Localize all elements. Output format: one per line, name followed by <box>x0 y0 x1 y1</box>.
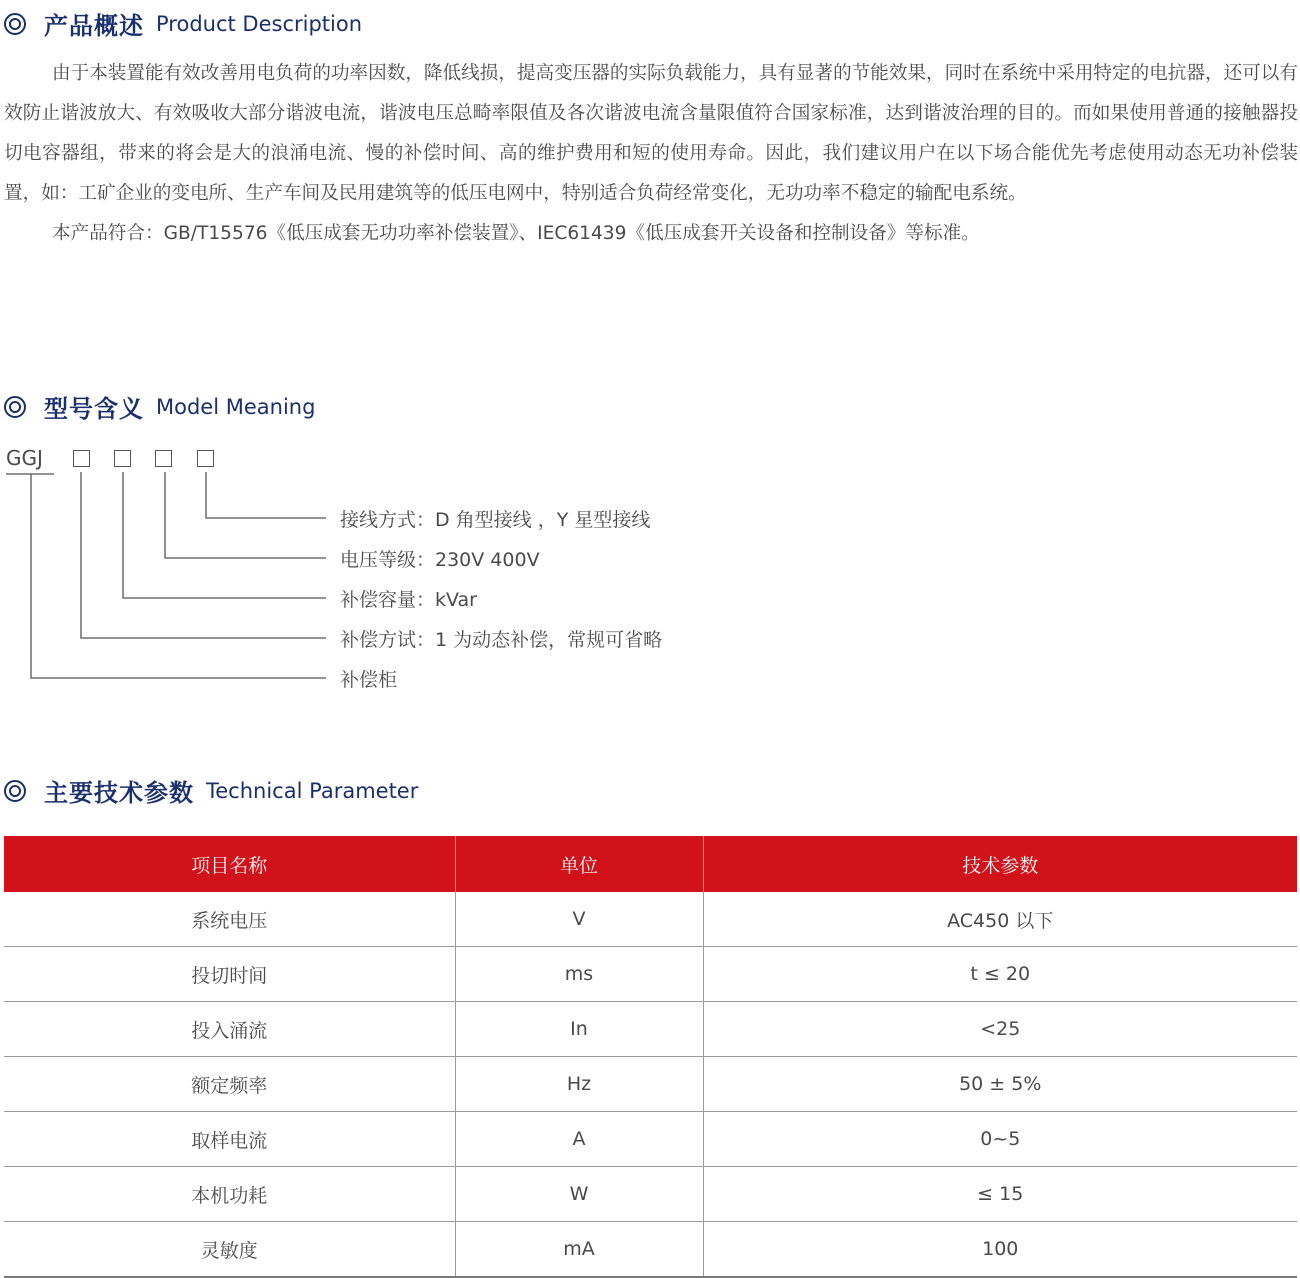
section-title-cn: 型号含义 <box>44 395 144 423</box>
table-row <box>4 1222 1297 1278</box>
double-circle-bullet-icon <box>4 780 26 802</box>
param-value: AC450 以下 <box>703 892 1297 947</box>
param-unit: mA <box>455 1222 703 1278</box>
param-name: 本机功耗 <box>4 1167 455 1222</box>
table-row <box>4 1057 1297 1112</box>
section-title-en: Technical Parameter <box>206 778 419 803</box>
table-row <box>4 1167 1297 1222</box>
connector-line <box>206 472 326 518</box>
column-header-unit: 单位 <box>455 836 703 892</box>
model-code: GGJ <box>6 446 43 470</box>
table-header-row <box>4 836 1297 892</box>
param-unit: V <box>455 892 703 947</box>
param-unit: Hz <box>455 1057 703 1112</box>
param-name: 取样电流 <box>4 1112 455 1167</box>
param-unit: W <box>455 1167 703 1222</box>
section-title-cn: 产品概述 <box>44 12 144 40</box>
technical-parameter-heading <box>4 773 418 808</box>
param-unit: In <box>455 1002 703 1057</box>
connector-line <box>123 472 326 598</box>
section-title-en: Model Meaning <box>156 394 316 419</box>
param-name: 系统电压 <box>4 892 455 947</box>
connector-line <box>165 472 326 558</box>
table-row <box>4 947 1297 1002</box>
param-value: <25 <box>703 1002 1297 1057</box>
legend-cabinet: 补偿柜 <box>340 669 398 691</box>
param-value: ≤ 15 <box>703 1167 1297 1222</box>
legend-wiring-mode: 接线方式：D 角型接线 ，Y 星型接线 <box>340 509 651 531</box>
legend-compensation-mode: 补偿方试：1 为动态补偿，常规可省略 <box>340 629 663 651</box>
param-value: 0~5 <box>703 1112 1297 1167</box>
param-value: 100 <box>703 1222 1297 1278</box>
table-row <box>4 892 1297 947</box>
connector-line <box>81 472 326 638</box>
table-row <box>4 1002 1297 1057</box>
table-row <box>4 1112 1297 1167</box>
param-value: t ≤ 20 <box>703 947 1297 1002</box>
param-name: 投切时间 <box>4 947 455 1002</box>
connector-line <box>31 474 326 678</box>
description-paragraph: 由于本装置能有效改善用电负荷的功率因数，降低线损，提高变压器的实际负载能力，具有显著的节能效果，同时在系统中采用特定的电抗器，还可以有效防止谐波放大、有效吸收大部分谐波电流，谐波电压总畸率限值及各次谐波电流含量限值符合国家标准，达到谐波治理的目的。而如果使用普通的接触器投切电容器组，带来的将会是大的浪涌电流、慢的补偿时间、高的维护费用和短的使用寿命。因此，我们建议用户在以下场合能优先考虑使用动态无功补偿装置，如：工矿企业的变电所、生产车间及民用建筑等的低压电网中，特别适合负荷经常变化，无功功率不稳定的输配电系统。 <box>4 63 1298 204</box>
standards-paragraph: 本产品符合：GB/T15576《低压成套无功功率补偿装置》、IEC61439《低压成套开关设备和控制设备》等标准。 <box>52 223 980 244</box>
column-header-name: 项目名称 <box>4 836 455 892</box>
param-name: 额定频率 <box>4 1057 455 1112</box>
section-title-cn: 主要技术参数 <box>44 779 194 807</box>
technical-parameter-table <box>4 836 1297 1278</box>
param-unit: ms <box>455 947 703 1002</box>
legend-compensation-capacity: 补偿容量：kVar <box>340 589 477 611</box>
param-value: 50 ± 5% <box>703 1057 1297 1112</box>
legend-voltage-level: 电压等级：230V 400V <box>340 549 540 571</box>
column-header-value: 技术参数 <box>703 836 1297 892</box>
param-name: 投入涌流 <box>4 1002 455 1057</box>
param-unit: A <box>455 1112 703 1167</box>
param-name: 灵敏度 <box>4 1222 455 1278</box>
section-title-en: Product Description <box>156 11 363 36</box>
